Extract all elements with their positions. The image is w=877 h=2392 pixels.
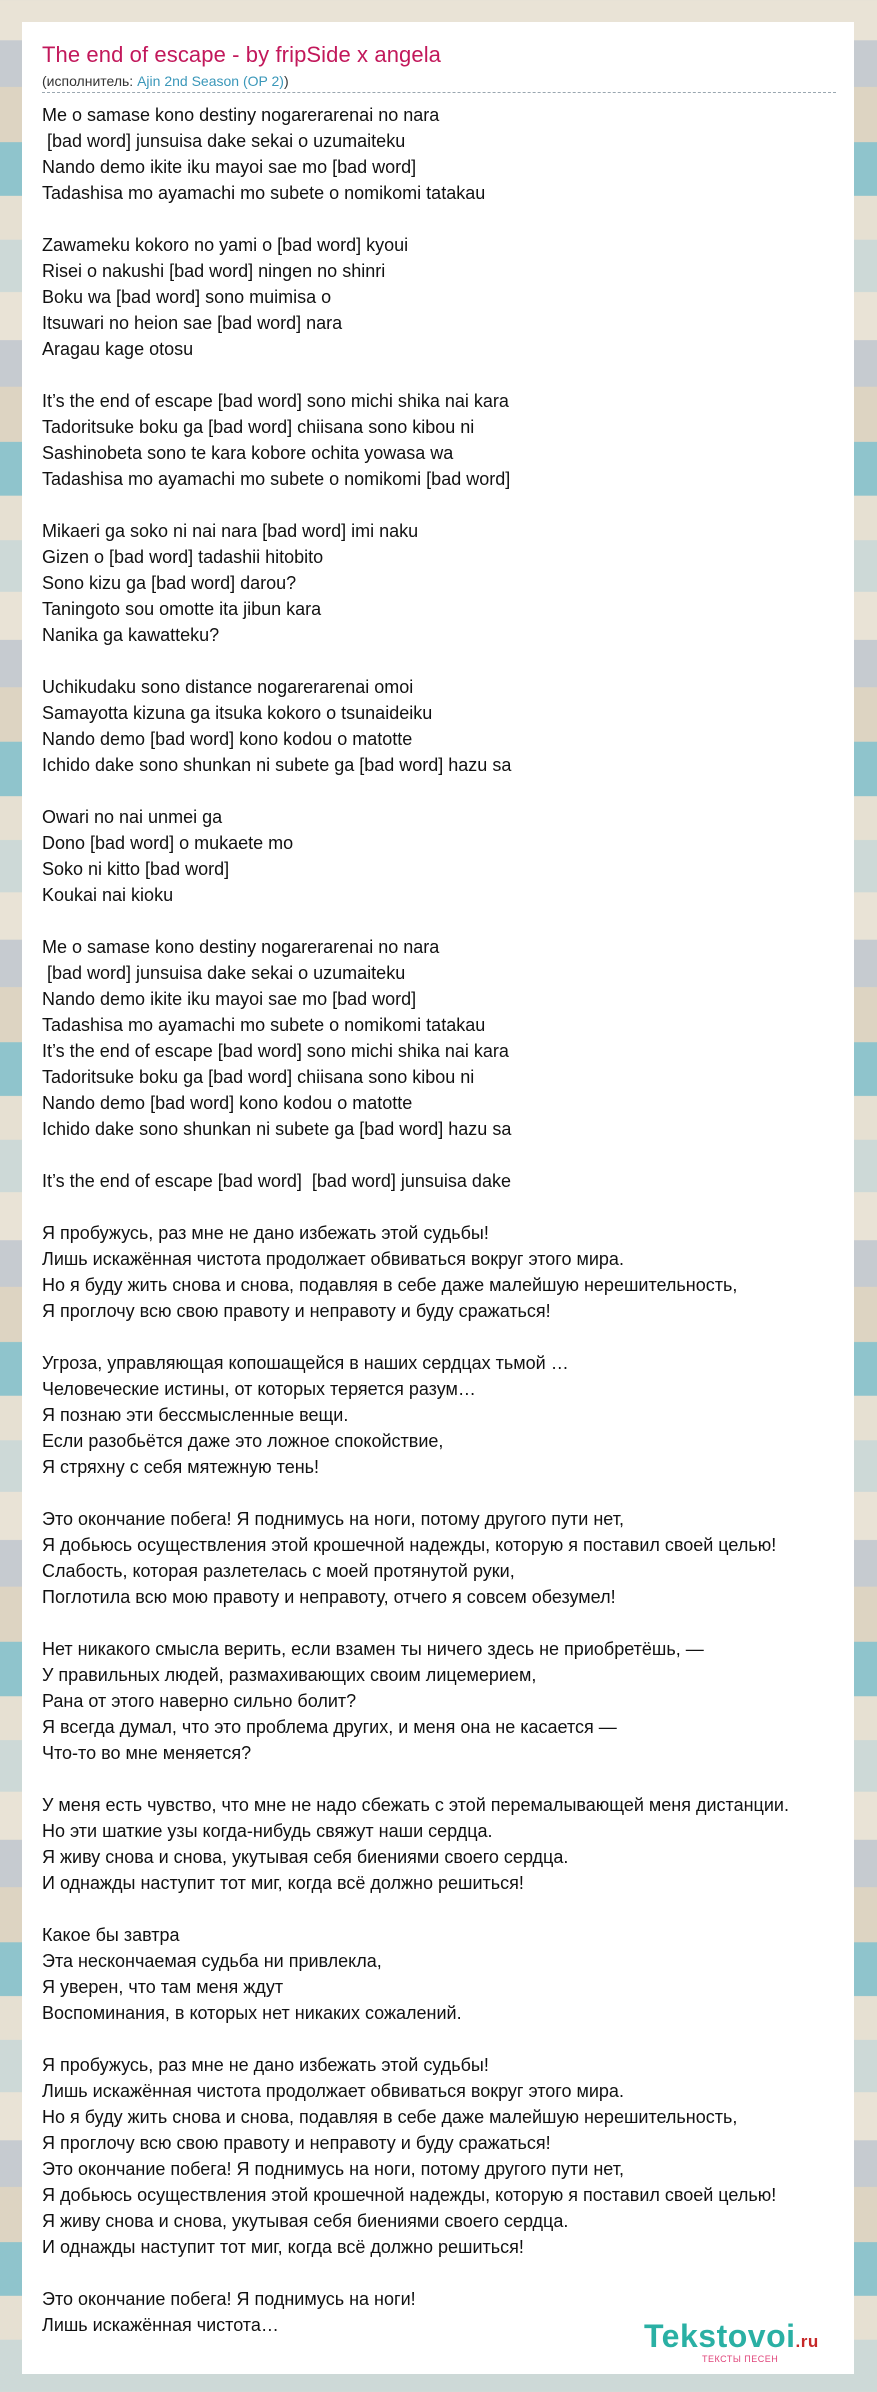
lyric-line: Nanika ga kawatteku?	[42, 625, 220, 645]
stanza-gap	[42, 648, 877, 674]
lyric-line: Me o samase kono destiny nogarerarenai no nara	[42, 105, 440, 125]
lyric-line: Я живу снова и снова, укутывая себя биениями своего сердца.	[42, 1847, 569, 1867]
lyric-line: Лишь искажённая чистота продолжает обвиваться вокруг этого мира.	[42, 1249, 624, 1269]
lyric-line: И однажды наступит тот миг, когда всё должно решиться!	[42, 1873, 524, 1893]
stanza-gap	[42, 1766, 877, 1792]
lyric-line: It’s the end of escape [bad word] sono michi shika nai kara	[42, 391, 509, 411]
lyric-line: Я стряхну с себя мятежную тень!	[42, 1457, 320, 1477]
logo-tld: .ru	[795, 2332, 819, 2351]
lyric-line: У меня есть чувство, что мне не надо сбежать с этой перемалывающей меня дистанции.	[42, 1795, 789, 1815]
lyric-line: Но я буду жить снова и снова, подавляя в себе даже малейшую нерешительность,	[42, 2107, 738, 2127]
stanza-gap	[42, 362, 877, 388]
lyric-line: Aragau kage otosu	[42, 339, 194, 359]
lyric-line: Я добьюсь осуществления этой крошечной надежды, которую я поставил своей целью!	[42, 2185, 777, 2205]
stanza-gap	[42, 1896, 877, 1922]
stanza-gap	[42, 1324, 877, 1350]
lyric-line: Risei o nakushi [bad word] ningen no shinri	[42, 261, 386, 281]
lyric-line: Taningoto sou omotte ita jibun kara	[42, 599, 322, 619]
stanza-gap	[42, 2026, 877, 2052]
song-title: The end of escape - by fripSide x angela	[42, 42, 442, 67]
lyric-line: Nando demo ikite iku mayoi sae mo [bad word]	[42, 157, 417, 177]
lyric-line: [bad word] junsuisa dake sekai o uzumaiteku	[42, 963, 406, 983]
lyric-line: Nando demo ikite iku mayoi sae mo [bad word]	[42, 989, 417, 1009]
lyric-line: Я добьюсь осуществления этой крошечной надежды, которую я поставил своей целью!	[42, 1535, 777, 1555]
lyric-line: Воспоминания, в которых нет никаких сожалений.	[42, 2003, 462, 2023]
stanza-gap	[42, 2260, 877, 2286]
lyric-line: Это окончание побега! Я поднимусь на ноги!	[42, 2289, 416, 2309]
lyric-line: Mikaeri ga soko ni nai nara [bad word] imi naku	[42, 521, 419, 541]
stanza-gap	[42, 778, 877, 804]
logo-tagline: ТЕКСТЫ ПЕСЕН	[702, 2354, 779, 2364]
lyric-line: Я проглочу всю свою правоту и неправоту и буду сражаться!	[42, 1301, 551, 1321]
lyric-line: Itsuwari no heion sae [bad word] nara	[42, 313, 343, 333]
lyric-line: Я живу снова и снова, укутывая себя биениями своего сердца.	[42, 2211, 569, 2231]
lyric-line: Boku wa [bad word] sono muimisa o	[42, 287, 332, 307]
lyric-line: Нет никакого смысла верить, если взамен ты ничего здесь не приобретёшь, —	[42, 1639, 704, 1659]
stanza-gap	[42, 1194, 877, 1220]
stanza-gap	[42, 1610, 877, 1636]
logo-wordmark	[644, 2318, 844, 2355]
lyric-line: Я пробужусь, раз мне не дано избежать этой судьбы!	[42, 1223, 489, 1243]
lyric-line: Tadashisa mo ayamachi mo subete o nomikomi tatakau	[42, 1015, 486, 1035]
lyric-line: Это окончание побега! Я поднимусь на ноги, потому другого пути нет,	[42, 1509, 624, 1529]
lyric-line: Я познаю эти бессмысленные вещи.	[42, 1405, 349, 1425]
lyric-line: Tadoritsuke boku ga [bad word] chiisana sono kibou ni	[42, 417, 475, 437]
stanza-gap	[42, 1480, 877, 1506]
lyric-line: Ichido dake sono shunkan ni subete ga [bad word] hazu sa	[42, 1119, 512, 1139]
lyric-line: [bad word] junsuisa dake sekai o uzumaiteku	[42, 131, 406, 151]
artist-prefix: (исполнитель:	[42, 73, 138, 89]
lyric-line: Sashinobeta sono te kara kobore ochita yowasa wa	[42, 443, 454, 463]
lyric-line: Me o samase kono destiny nogarerarenai no nara	[42, 937, 440, 957]
lyrics-card	[22, 22, 854, 2374]
lyric-line: Gizen o [bad word] tadashii hitobito	[42, 547, 324, 567]
lyric-line: Какое бы завтра	[42, 1925, 180, 1945]
lyric-line: Рана от этого наверно сильно болит?	[42, 1691, 357, 1711]
lyric-line: Если разобьётся даже это ложное спокойствие,	[42, 1431, 444, 1451]
lyric-line: Dono [bad word] o mukaete mo	[42, 833, 294, 853]
artist-suffix: )	[283, 73, 289, 89]
lyric-line: Но я буду жить снова и снова, подавляя в себе даже малейшую нерешительность,	[42, 1275, 738, 1295]
lyric-line: Я всегда думал, что это проблема других, и меня она не касается —	[42, 1717, 617, 1737]
lyric-line: Ichido dake sono shunkan ni subete ga [bad word] hazu sa	[42, 755, 512, 775]
stanza-gap	[42, 492, 877, 518]
lyric-line: Я пробужусь, раз мне не дано избежать этой судьбы!	[42, 2055, 489, 2075]
artist-line	[42, 73, 289, 89]
lyric-line: Я уверен, что там меня ждут	[42, 1977, 284, 1997]
lyric-line: Я проглочу всю свою правоту и неправоту и буду сражаться!	[42, 2133, 551, 2153]
lyric-line: Угроза, управляющая копошащейся в наших сердцах тьмой …	[42, 1353, 569, 1373]
stanza-gap	[42, 206, 877, 232]
stanza-gap	[42, 1142, 877, 1168]
lyric-line: Лишь искажённая чистота продолжает обвиваться вокруг этого мира.	[42, 2081, 624, 2101]
lyric-line: Uchikudaku sono distance nogarerarenai omoi	[42, 677, 414, 697]
lyric-line: Эта нескончаемая судьба ни привлекла,	[42, 1951, 382, 1971]
lyric-line: Sono kizu ga [bad word] darou?	[42, 573, 297, 593]
lyric-line: It’s the end of escape [bad word] [bad word] junsuisa dake	[42, 1171, 511, 1191]
lyric-line: Zawameku kokoro no yami o [bad word] kyoui	[42, 235, 409, 255]
dotted-divider	[42, 92, 836, 93]
lyric-line: Tadashisa mo ayamachi mo subete o nomikomi [bad word]	[42, 469, 511, 489]
lyric-line: У правильных людей, размахивающих своим лицемерием,	[42, 1665, 537, 1685]
lyric-line: Owari no nai unmei ga	[42, 807, 223, 827]
stanza-gap	[42, 908, 877, 934]
lyric-line: Человеческие истины, от которых теряется разум…	[42, 1379, 476, 1399]
artist-link[interactable]: Ajin 2nd Season (OP 2)	[137, 73, 284, 89]
logo-name: Tekstovoi	[644, 2318, 796, 2354]
lyric-line: Nando demo [bad word] kono kodou o matotte	[42, 1093, 413, 1113]
lyric-line: Поглотила всю мою правоту и неправоту, отчего я совсем обезумел!	[42, 1587, 616, 1607]
lyric-line: Nando demo [bad word] kono kodou o matotte	[42, 729, 413, 749]
lyric-line: Tadoritsuke boku ga [bad word] chiisana sono kibou ni	[42, 1067, 475, 1087]
lyric-line: Soko ni kitto [bad word]	[42, 859, 230, 879]
site-logo[interactable]	[644, 2318, 844, 2368]
lyrics-text	[42, 102, 877, 2338]
lyric-line: Что-то во мне меняется?	[42, 1743, 252, 1763]
lyric-line: Слабость, которая разлетелась с моей протянутой руки,	[42, 1561, 515, 1581]
lyric-line: It’s the end of escape [bad word] sono michi shika nai kara	[42, 1041, 509, 1061]
lyric-line: И однажды наступит тот миг, когда всё должно решиться!	[42, 2237, 524, 2257]
lyric-line: Tadashisa mo ayamachi mo subete o nomikomi tatakau	[42, 183, 486, 203]
lyric-line: Это окончание побега! Я поднимусь на ноги, потому другого пути нет,	[42, 2159, 624, 2179]
lyric-line: Samayotta kizuna ga itsuka kokoro o tsunaideiku	[42, 703, 433, 723]
lyric-line: Koukai nai kioku	[42, 885, 174, 905]
lyric-line: Лишь искажённая чистота…	[42, 2315, 279, 2335]
lyric-line: Но эти шаткие узы когда-нибудь свяжут наши сердца.	[42, 1821, 493, 1841]
